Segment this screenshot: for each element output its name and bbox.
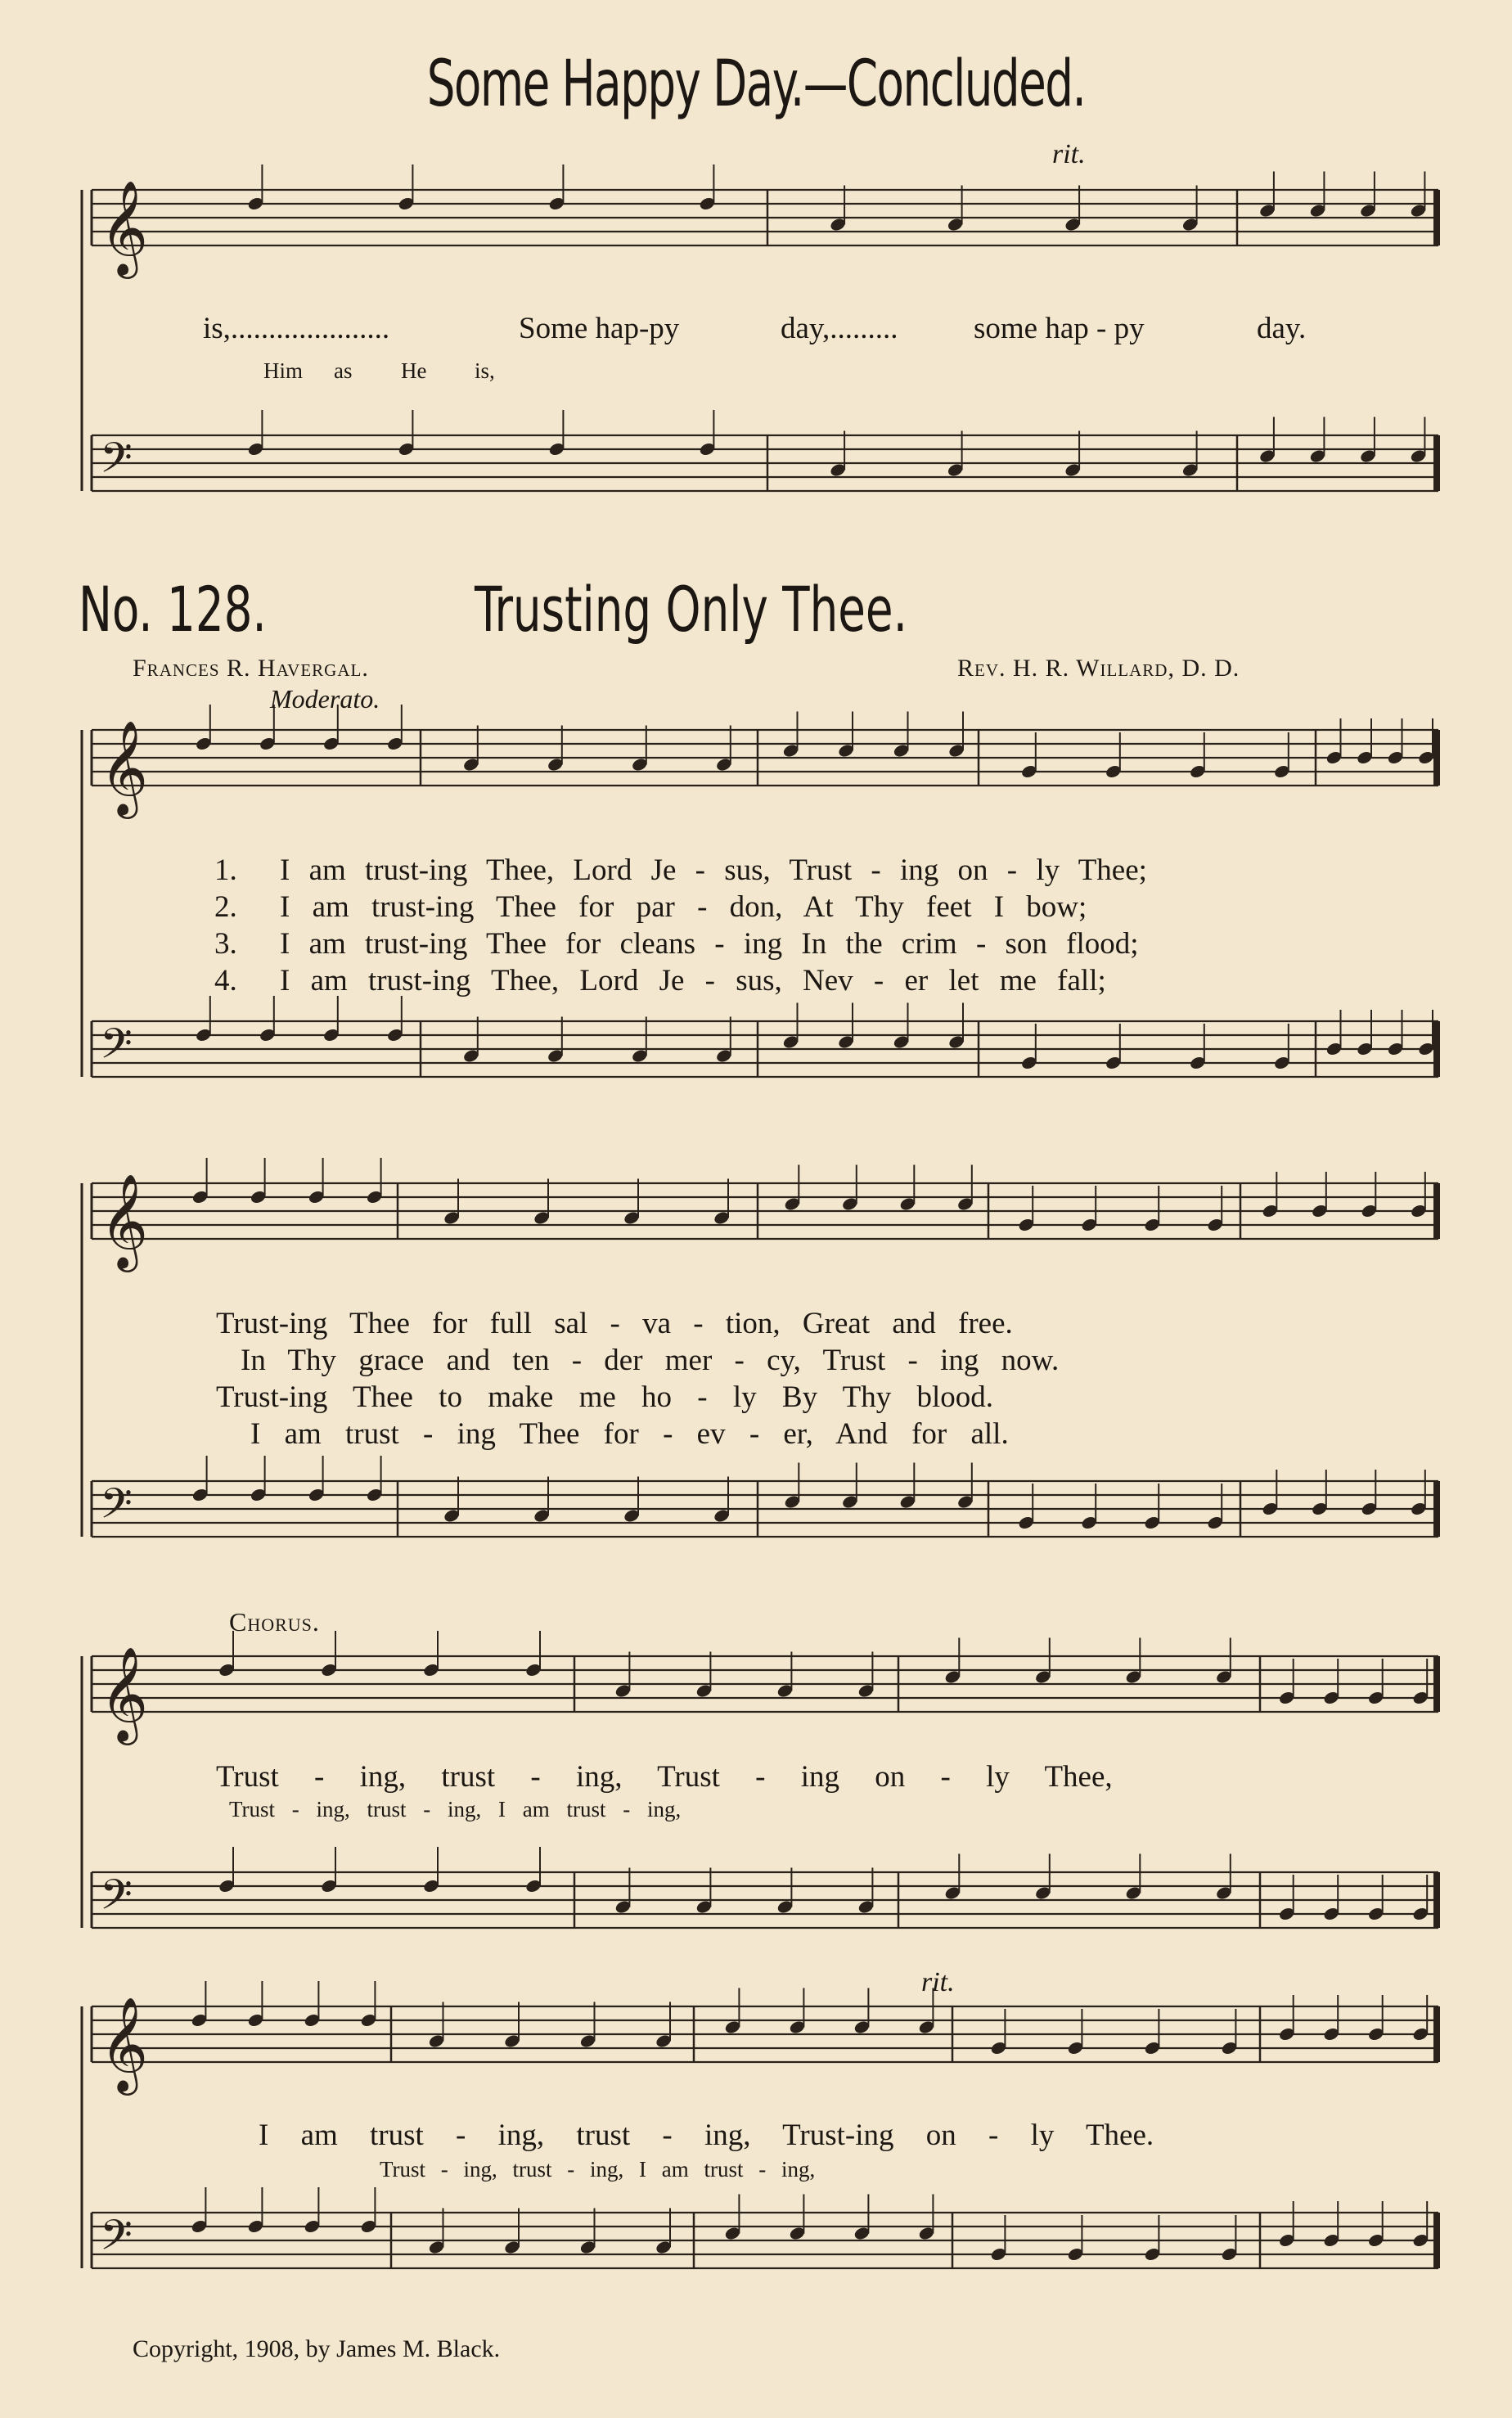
alt-lyric: as	[334, 358, 353, 383]
treble-clef: 𝄞	[100, 719, 149, 815]
verse-1-line-2: Trust-ing Thee for full sal - va - tion, Great and free.	[216, 1307, 1013, 1340]
verse-number: 4.	[214, 964, 237, 997]
lyric-syllable: is,.....................	[203, 312, 390, 345]
alt-lyric: is,	[475, 358, 495, 383]
rit-marking: rit.	[921, 1967, 955, 1997]
chorus-echo-1: Trust - ing, trust - ing, I am trust - ing,	[229, 1797, 682, 1821]
final-barline	[1433, 1021, 1440, 1077]
lyric-syllable: Some hap-py	[519, 312, 680, 345]
chorus-label: Chorus.	[229, 1607, 320, 1637]
hymn-number: No. 128.	[79, 573, 267, 646]
bass-clef: 𝄢	[100, 1019, 133, 1078]
bass-clef: 𝄢	[100, 2210, 133, 2270]
verse-2-line-2: In Thy grace and ten - der mer - cy, Trust - ing now.	[241, 1344, 1060, 1377]
chorus-line-2: I am trust - ing, trust - ing, Trust-ing on - ly Thee.	[259, 2119, 1154, 2152]
lyric-syllable: day.	[1257, 312, 1307, 345]
final-barline	[1433, 2006, 1440, 2062]
verse-number: 1.	[214, 853, 237, 887]
final-barline	[1433, 1656, 1440, 1712]
verse-number: 2.	[214, 890, 237, 924]
tempo-marking: Moderato.	[270, 684, 380, 714]
verse-3-line-1: I am trust-ing Thee for cleans - ing In the crim - son flood;	[280, 927, 1139, 961]
previous-hymn-title: Some Happy Day.—Concluded.	[426, 47, 1086, 121]
composer: Rev. H. R. Willard, D. D.	[957, 655, 1240, 682]
final-barline	[1433, 2213, 1440, 2268]
final-barline	[1433, 190, 1440, 245]
treble-clef: 𝄞	[100, 1646, 149, 1741]
final-barline	[1433, 435, 1440, 491]
final-barline	[1433, 1183, 1440, 1239]
alt-lyric: He	[401, 358, 427, 383]
verse-2-line-1: I am trust-ing Thee for par - don, At Thy feet I bow;	[280, 890, 1087, 924]
bass-clef: 𝄢	[100, 1870, 133, 1929]
verse-number: 3.	[214, 927, 237, 961]
bass-clef: 𝄢	[100, 1479, 133, 1538]
treble-clef: 𝄞	[100, 1173, 149, 1268]
chorus-line-1: Trust - ing, trust - ing, Trust - ing on - ly Thee,	[216, 1760, 1113, 1794]
rit-marking: rit.	[1052, 139, 1086, 169]
final-barline	[1433, 1481, 1440, 1537]
hymn-title: Trusting Only Thee.	[475, 573, 907, 646]
treble-clef: 𝄞	[100, 1996, 149, 2092]
lyricist: Frances R. Havergal.	[133, 655, 369, 682]
verse-4-line-2: I am trust - ing Thee for - ev - er, And for all.	[250, 1417, 1009, 1451]
verse-3-line-2: Trust-ing Thee to make me ho - ly By Thy blood.	[216, 1380, 994, 1414]
copyright: Copyright, 1908, by James M. Black.	[133, 2335, 501, 2362]
lyric-syllable: some hap - py	[974, 312, 1145, 345]
bass-clef: 𝄢	[100, 433, 133, 493]
verse-1-line-1: I am trust-ing Thee, Lord Je - sus, Trust - ing on - ly Thee;	[280, 853, 1147, 887]
final-barline	[1433, 730, 1440, 786]
verse-4-line-1: I am trust-ing Thee, Lord Je - sus, Nev - er let me fall;	[280, 964, 1106, 997]
lyric-syllable: day,.........	[781, 312, 898, 345]
final-barline	[1433, 1872, 1440, 1928]
treble-clef: 𝄞	[100, 179, 149, 275]
chorus-echo-2: Trust - ing, trust - ing, I am trust - ing,	[380, 2157, 816, 2182]
alt-lyric: Him	[263, 358, 304, 383]
